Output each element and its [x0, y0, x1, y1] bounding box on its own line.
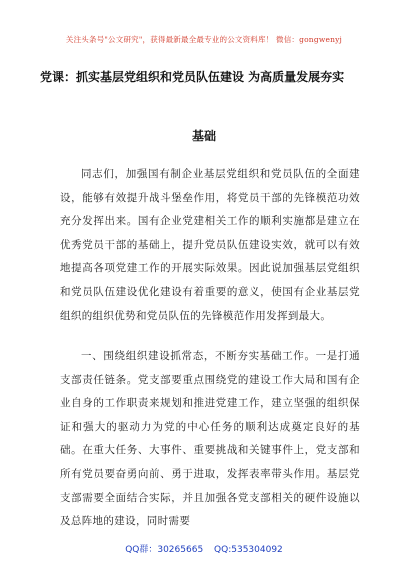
document-title-line1: 党课：抓实基层党组织和党员队伍建设 为高质量发展夯实 — [40, 70, 345, 84]
footer-qq-group: QQ群：30265665 — [125, 545, 204, 555]
header-note: 关注头条号"公文研究"，获得最新最全最专业的公文资料库！ 微信：gongwenyj — [65, 35, 343, 44]
footer-contact — [0, 542, 408, 555]
document-title-line2: 基础 — [191, 129, 216, 143]
body-paragraph-1: 同志们，加强国有制企业基层党组织和党员队伍的全面建设，能够有效提升战斗堡垒作用，将党员干部的先锋模范功效充分发挥出来。国有企业党建相关工作的顺利实施都是建立在优秀党员干部的基础上，提升党员队伍建设实效，就可以有效地提高各项党建工作的开展实际效果。因此说加强基层党组织和党员队伍建设优化建设有着重要的意义，使国有企业基层党组织的组织优势和党员队伍的先锋模范作用发挥到最大。 — [60, 168, 360, 322]
body-paragraph-2: 一、围绕组织建设抓常态，不断夯实基础工作。一是打通支部责任链条。党支部要重点围绕党的建设工作大局和国有企业自身的工作职责来规划和推进党建工作，建立坚强的组织保证和强大的驱动力为党的中心任务的顺利达成奠定良好的基础。在重大任务、大事件、重要挑战和关键事件上，党支部和所有党员要奋勇向前、勇于进取，发挥表率带头作用。基层党支部需要全面结合实际，并且加强各党支部相关的硬件设施以及总阵地的建设，同时需要 — [60, 350, 360, 528]
footer-qq-number: QQ:535304092 — [214, 545, 283, 555]
